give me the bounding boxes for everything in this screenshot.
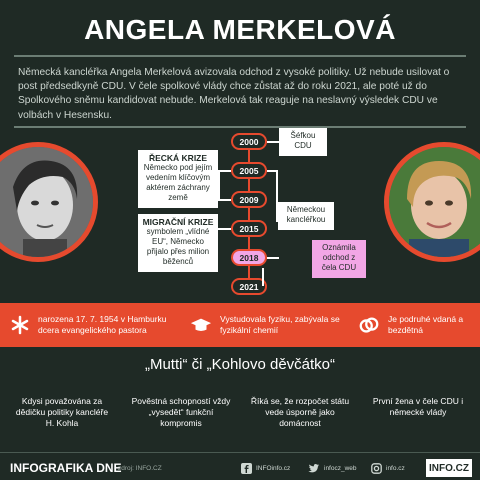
event-text: symbolem „vlídné EU“, Německo přijalo přes milion běženců [146,227,210,266]
divider [14,55,466,57]
footer-source: zdroj: INFO.CZ [118,465,162,472]
instagram-label: info.cz [386,464,405,472]
portrait-current [384,142,480,262]
brand-logo[interactable]: INFO.CZ [426,459,472,477]
portrait-young [0,142,98,262]
connector [218,170,220,200]
connector [218,228,231,230]
asterisk-icon [10,314,30,336]
event-text: Oznámila odchod z čela CDU [321,243,357,272]
facebook-icon [240,462,252,474]
instagram-link[interactable] [370,462,405,474]
connector [218,199,231,201]
rings-icon [358,314,380,336]
info-band [0,303,480,347]
event-title: ŘECKÁ KRIZE [148,153,208,163]
page-title: ANGELA MERKELOVÁ [84,14,396,45]
band-item [10,303,170,347]
band-text: Je podruhé vdaná a bezdětná [388,314,464,335]
year-marker: 2005 [231,162,267,179]
nicknames-heading: „Mutti“ či „Kohlovo děvčátko“ [144,356,336,373]
intro-text: Německá kancléřka Angela Merkelová avizovala odchod z vysoké politiky. Už nebude usilovat o post předsedkyně CDU. V čele spolkové vlády chce zůstat až do roku 2021, ale poté už do Spolkového sněmu kandidovat nebude. Merkelová tak reaguje na neslavný výsledek CDU ve volbách v Hesensku. [18,67,450,121]
event-box-highlight [312,240,366,278]
fact-item: Říká se, že rozpočet státu vede úsporně jako domácnost [250,396,350,428]
event-text: Německo pod jejím vedením klíčovým aktérem záchrany země [143,163,213,202]
year-marker: 2015 [231,220,267,237]
band-item [190,303,340,347]
year-marker: 2021 [231,278,267,295]
twitter-icon [308,462,320,474]
year-marker: 2000 [231,133,267,150]
event-text: Šéfkou CDU [290,131,316,150]
graduation-cap-icon [190,314,212,336]
year-marker-highlight: 2018 [231,249,267,266]
connector [262,268,264,286]
connector [267,141,279,143]
footer [0,452,480,480]
band-item [358,303,473,347]
divider [14,126,466,128]
year-marker: 2009 [231,191,267,208]
instagram-icon [370,462,382,474]
twitter-link[interactable] [308,462,357,474]
event-box [138,150,218,208]
event-box [138,214,218,272]
event-title: MIGRAČNÍ KRIZE [142,217,214,227]
facebook-label: INFOinfo.cz [256,464,291,472]
event-box [278,202,334,230]
band-text: Vystudovala fyziku, zabývala se fyzikální chemií [220,314,340,335]
footer-title: INFOGRAFIKA DNE [10,461,122,475]
connector [218,170,231,172]
event-box [279,128,327,156]
band-text: narozena 17. 7. 1954 v Hamburku dcera evangelického pastora [38,314,167,335]
facebook-link[interactable] [240,462,290,474]
fact-item: Kdysi považována za dědičku politiky kancléře H. Kohla [15,396,109,428]
twitter-label: infocz_web [324,464,357,472]
fact-item: Pověstná schopností vždy „vysedět“ funkční kompromis [131,396,231,428]
connector [267,257,279,259]
fact-item: První žena v čele CDU i německé vlády [372,396,464,417]
event-text: Německou kancléřkou [286,205,326,224]
